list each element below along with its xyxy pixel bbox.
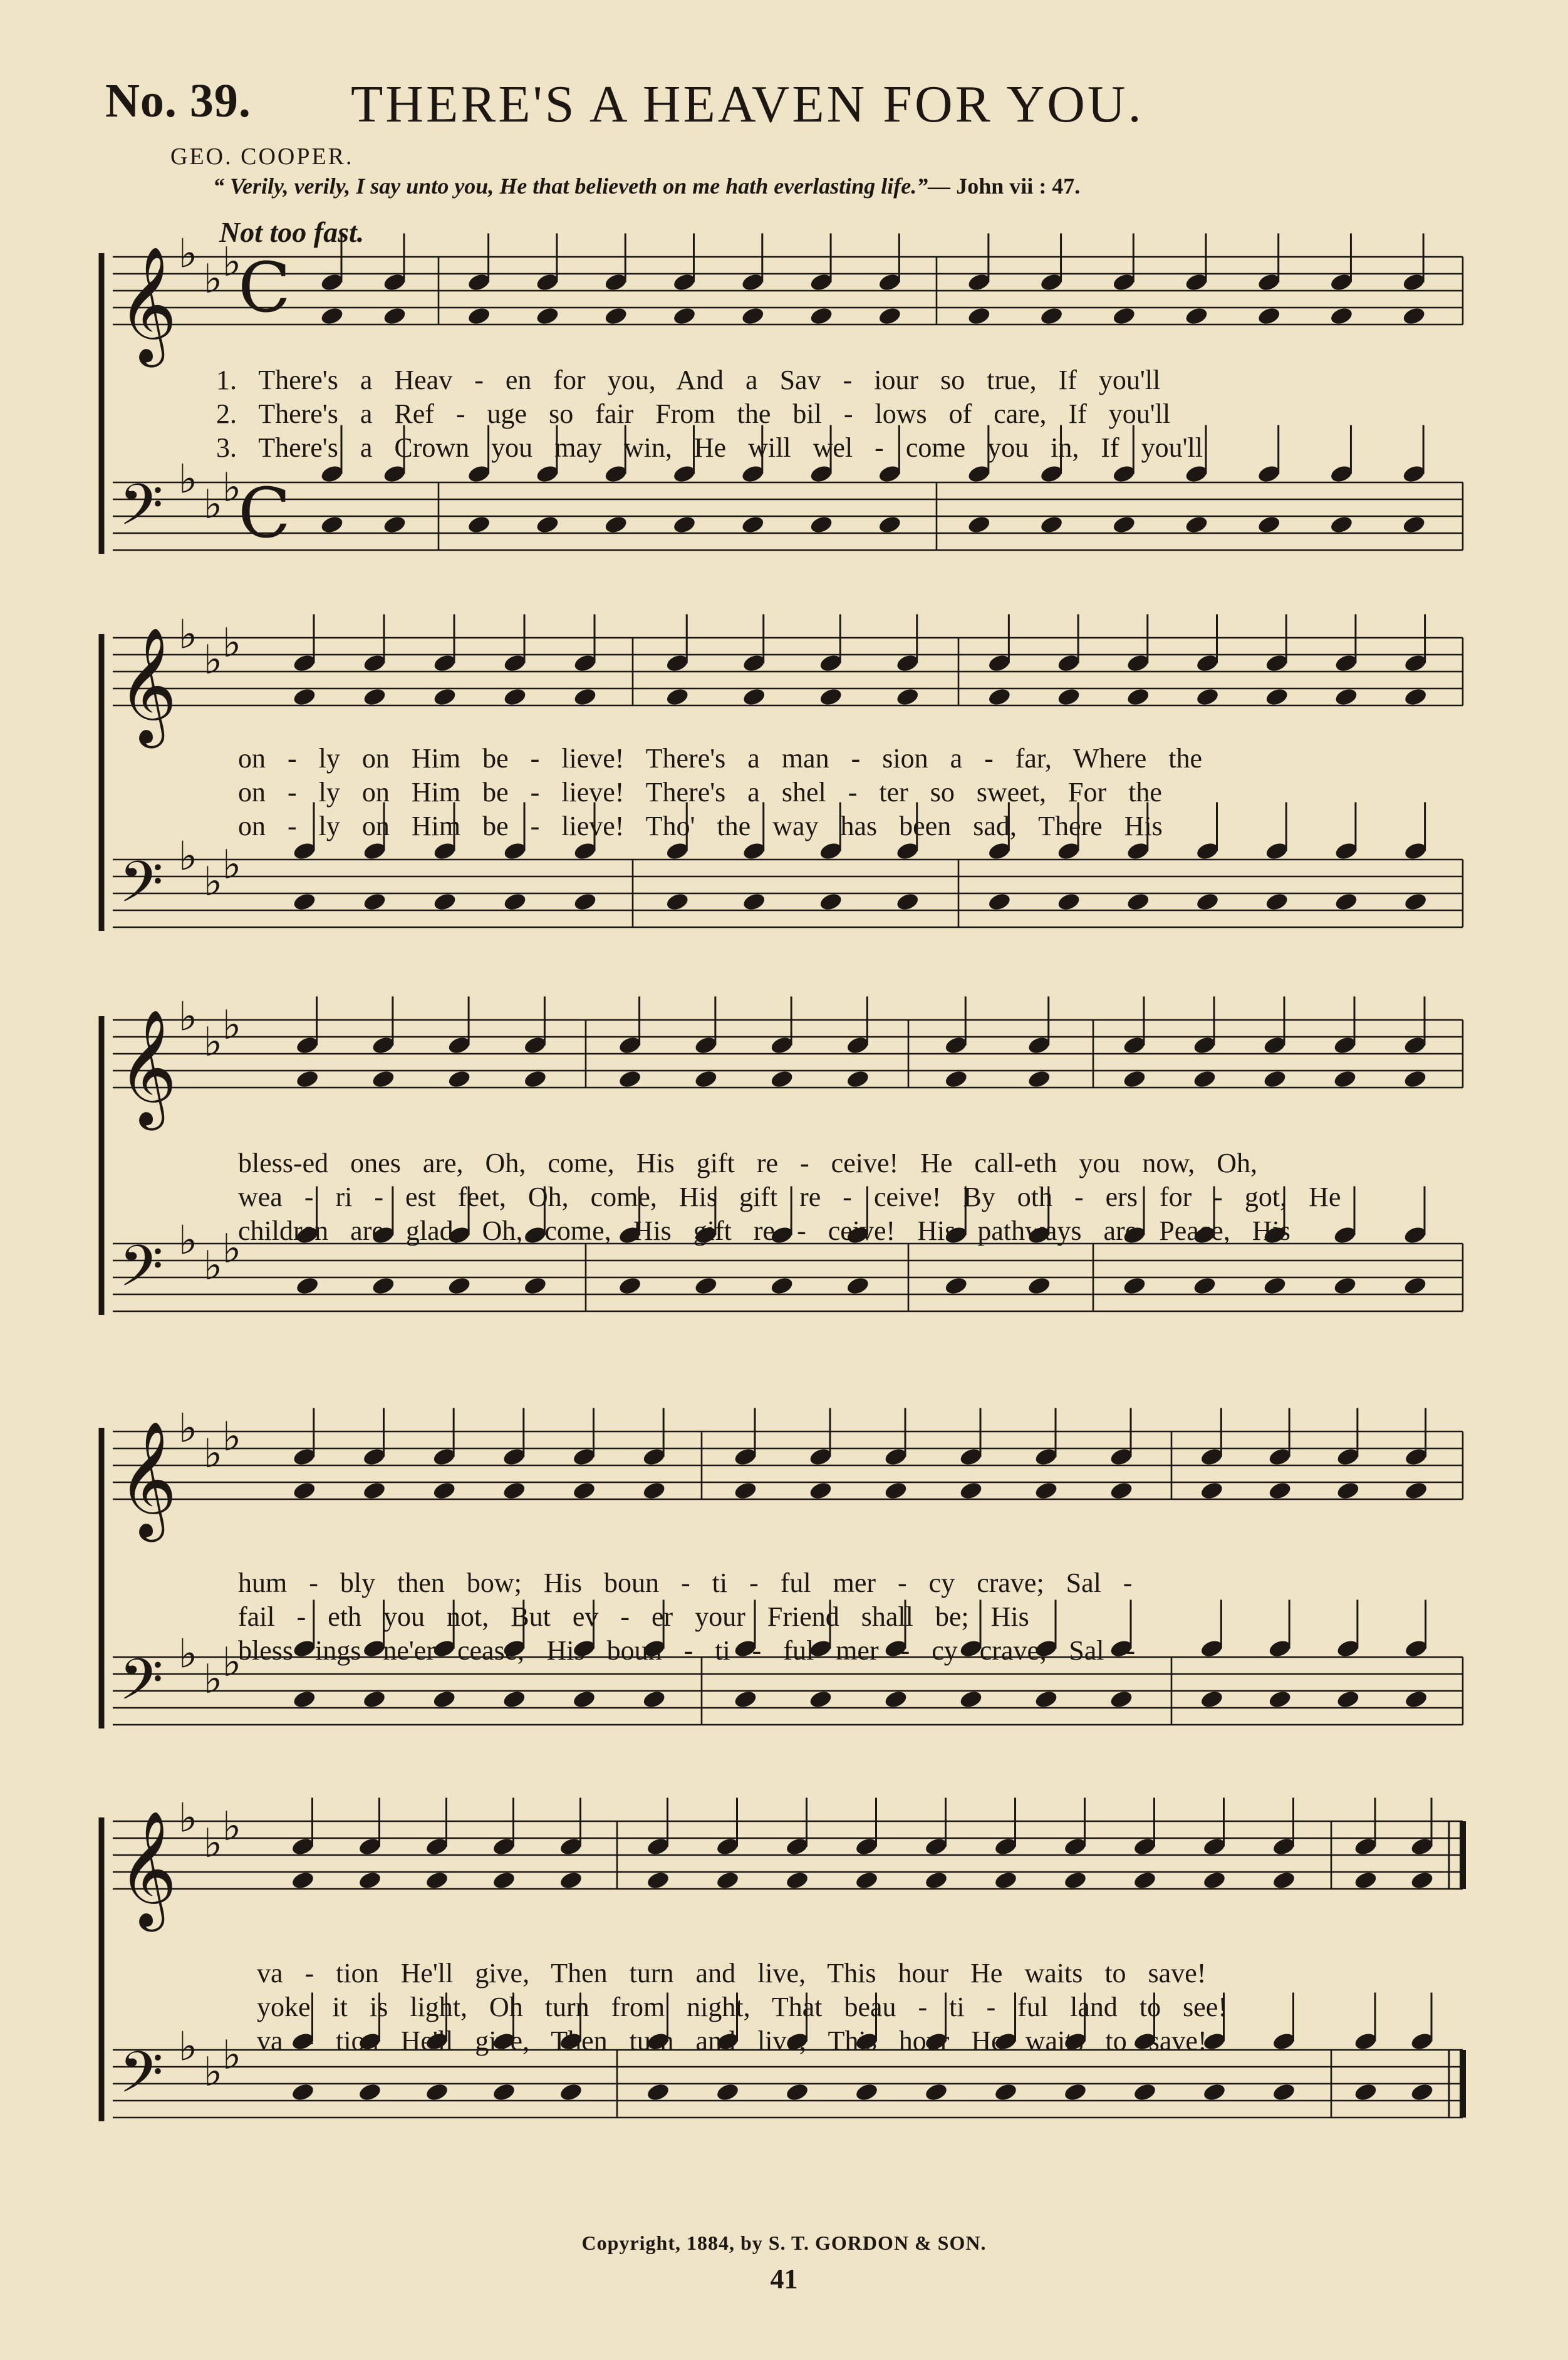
lyric-verse-line: bless ings ne'er cease; His boun - ti - ful mer - cy crave; Sal - <box>238 1635 1136 1666</box>
note-head <box>742 891 767 912</box>
page-number: 41 <box>770 2264 798 2294</box>
note-head <box>943 1069 968 1089</box>
note-head <box>665 891 690 912</box>
note-head <box>432 687 457 707</box>
treble-notes <box>646 1798 1297 1891</box>
note-head <box>572 1689 597 1710</box>
note-head <box>958 1689 984 1710</box>
flat-icon: ♭ <box>179 1795 198 1842</box>
note-head <box>603 306 628 326</box>
note-head <box>425 2082 450 2103</box>
note-head <box>292 1689 317 1710</box>
treble-notes <box>943 997 1051 1090</box>
note-head <box>740 306 766 326</box>
note-head <box>295 1276 320 1296</box>
note-head <box>291 2082 316 2103</box>
lyric-verse-line: hum - bly then bow; His boun - ti - ful mer - cy crave; Sal - <box>238 1567 1133 1598</box>
note-head <box>1039 306 1064 326</box>
note-head <box>1404 1480 1429 1501</box>
note-head <box>994 1870 1019 1891</box>
common-time-icon: C <box>238 247 291 328</box>
flat-icon: ♭ <box>204 1821 223 1867</box>
note-head <box>1404 1689 1429 1710</box>
note-head <box>818 891 843 912</box>
note-head <box>371 1276 396 1296</box>
note-head <box>1034 1480 1059 1501</box>
treble-notes <box>319 234 407 327</box>
flat-icon: ♭ <box>204 637 223 684</box>
note-head <box>1063 2082 1088 2103</box>
note-head <box>646 2082 671 2103</box>
note-head <box>1199 1480 1224 1501</box>
flat-icon: ♭ <box>179 231 198 278</box>
common-time-icon: C <box>238 473 291 553</box>
note-head <box>1195 891 1220 912</box>
note-head <box>994 2082 1019 2103</box>
note-head <box>785 2082 810 2103</box>
note-head <box>740 514 766 535</box>
flat-icon: ♭ <box>204 2049 223 2096</box>
lyric-verse-line: on - ly on Him be - lieve! Tho' the way has been sad, There His <box>238 811 1163 841</box>
note-head <box>292 891 317 912</box>
note-head <box>1109 1689 1134 1710</box>
bass-staff <box>113 860 1463 927</box>
note-head <box>1039 514 1064 535</box>
lyric-verse-line: 2. There's a Ref - uge so fair From the bil - lows of care, If you'll <box>216 398 1171 429</box>
note-head <box>1332 1276 1358 1296</box>
bass-notes <box>1353 1993 1435 2103</box>
note-head <box>967 306 992 326</box>
note-head <box>1133 2082 1158 2103</box>
treble-notes <box>967 234 1426 327</box>
note-head <box>447 1069 472 1089</box>
treble-notes <box>1353 1798 1435 1891</box>
flat-icon: ♭ <box>204 1431 223 1477</box>
note-head <box>492 1870 517 1891</box>
note-head <box>924 2082 949 2103</box>
flat-icon: ♭ <box>222 239 242 286</box>
note-head <box>1056 891 1081 912</box>
note-head <box>618 1069 643 1089</box>
note-head <box>1336 1689 1361 1710</box>
note-head <box>1202 2082 1227 2103</box>
note-head <box>1027 1069 1052 1089</box>
note-head <box>1403 1276 1428 1296</box>
note-head <box>522 1069 548 1089</box>
treble-notes <box>1199 1408 1428 1502</box>
note-head <box>502 1689 527 1710</box>
note-head <box>573 891 598 912</box>
note-head <box>425 1870 450 1891</box>
note-head <box>733 1480 758 1501</box>
flat-icon: ♭ <box>222 842 242 888</box>
note-head <box>559 1870 584 1891</box>
treble-notes <box>665 615 920 708</box>
note-head <box>1401 514 1426 535</box>
lyric-verse-line: on - ly on Him be - lieve! There's a man - sion a - far, Where the <box>238 743 1203 774</box>
note-head <box>1192 1276 1217 1296</box>
note-head <box>1199 1689 1224 1710</box>
bass-clef-icon: 𝄢 <box>119 1646 164 1727</box>
note-head <box>362 1480 387 1501</box>
note-head <box>769 1069 794 1089</box>
treble-staff <box>113 1432 1463 1499</box>
flat-icon: ♭ <box>204 859 223 905</box>
flat-icon: ♭ <box>222 2032 242 2079</box>
lyric-verse-line: 3. There's a Crown you may win, He will wel - come you in, If you'll <box>216 432 1203 463</box>
lyric-verse-line: fail - eth you not, But ev - er your Friend shall be; His <box>238 1601 1029 1632</box>
treble-notes <box>618 997 871 1090</box>
note-head <box>769 1276 794 1296</box>
epigraph-quote: “ Verily, verily, I say unto you, He that believeth on me hath everlasting life.”— <box>213 174 957 199</box>
lyric-verse-line: children are glad, Oh, come, His gift re - ceive! His pathways are Peace, His <box>238 1215 1290 1246</box>
note-head <box>1329 306 1354 326</box>
note-head <box>895 687 920 707</box>
note-head <box>382 306 407 326</box>
treble-clef-icon: 𝄞 <box>118 1809 177 1926</box>
note-head <box>1195 687 1220 707</box>
note-head <box>1126 687 1151 707</box>
flat-icon: ♭ <box>204 256 223 303</box>
lyric-verse-line: bless-ed ones are, Oh, come, His gift re - ceive! He call-eth you now, Oh, <box>238 1148 1258 1178</box>
note-head <box>618 1276 643 1296</box>
note-head <box>319 306 345 326</box>
note-head <box>1262 1069 1287 1089</box>
note-head <box>845 1069 870 1089</box>
note-head <box>292 687 317 707</box>
note-head <box>1272 1870 1297 1891</box>
note-head <box>785 1870 810 1891</box>
note-head <box>665 687 690 707</box>
note-head <box>1063 1870 1088 1891</box>
treble-clef-icon: 𝄞 <box>118 245 177 362</box>
note-head <box>1126 891 1151 912</box>
note-head <box>646 1870 671 1891</box>
note-head <box>883 1689 908 1710</box>
hymn-author: GEO. COOPER. <box>170 143 354 170</box>
note-head <box>693 1276 719 1296</box>
treble-notes <box>467 234 902 327</box>
treble-clef-icon: 𝄞 <box>118 1008 177 1125</box>
note-head <box>502 687 527 707</box>
note-head <box>502 1480 527 1501</box>
flat-icon: ♭ <box>204 482 223 528</box>
note-head <box>987 687 1012 707</box>
note-head <box>958 1480 984 1501</box>
note-head <box>1336 1480 1361 1501</box>
note-head <box>1334 687 1359 707</box>
epigraph-reference: John vii : 47. <box>956 174 1081 199</box>
note-head <box>1122 1069 1147 1089</box>
flat-icon: ♭ <box>179 2024 198 2071</box>
bass-staff <box>113 2050 1463 2118</box>
note-head <box>292 1480 317 1501</box>
note-head <box>895 891 920 912</box>
lyric-verse-line: on - ly on Him be - lieve! There's a shel - ter so sweet, For the <box>238 777 1162 808</box>
bass-staff <box>113 482 1463 550</box>
note-head <box>693 1069 719 1089</box>
note-head <box>1410 1870 1435 1891</box>
note-head <box>362 687 387 707</box>
note-head <box>295 1069 320 1089</box>
flat-icon: ♭ <box>222 1002 242 1049</box>
note-head <box>883 1480 908 1501</box>
note-head <box>715 2082 740 2103</box>
note-head <box>362 1689 387 1710</box>
lyric-verse-line: wea - ri - est feet, Oh, come, His gift re - ceive! By oth - ers for - got, He <box>238 1182 1341 1212</box>
note-head <box>603 514 628 535</box>
note-head <box>1257 514 1282 535</box>
bass-notes <box>1199 1600 1428 1710</box>
note-head <box>1272 2082 1297 2103</box>
lyric-verse-line: va - tion He'll give, Then turn and live, This hour He waits to save! <box>257 1958 1207 1988</box>
tempo-marking: Not too fast. <box>219 216 365 248</box>
note-head <box>854 1870 880 1891</box>
bass-clef-icon: 𝄢 <box>119 849 164 929</box>
note-head <box>1184 514 1209 535</box>
note-head <box>1111 514 1136 535</box>
note-head <box>1267 1689 1292 1710</box>
bass-staff <box>113 1244 1463 1311</box>
note-head <box>877 514 902 535</box>
note-head <box>382 514 407 535</box>
hymn-number: No. 39. <box>105 75 251 127</box>
treble-notes <box>291 1798 584 1891</box>
note-head <box>1056 687 1081 707</box>
note-head <box>808 1480 833 1501</box>
note-head <box>447 1276 472 1296</box>
flat-icon: ♭ <box>204 1019 223 1066</box>
flat-icon: ♭ <box>204 1656 223 1703</box>
hymn-title: THERE'S A HEAVEN FOR YOU. <box>351 75 1144 133</box>
note-head <box>1403 687 1428 707</box>
note-head <box>987 891 1012 912</box>
flat-icon: ♭ <box>222 1804 242 1850</box>
note-head <box>432 1480 457 1501</box>
treble-clef-icon: 𝄞 <box>118 626 177 743</box>
flat-icon: ♭ <box>179 1217 198 1264</box>
note-head <box>1034 1689 1059 1710</box>
note-head <box>924 1870 949 1891</box>
note-head <box>467 514 492 535</box>
note-head <box>573 687 598 707</box>
note-head <box>733 1689 758 1710</box>
note-head <box>1332 1069 1358 1089</box>
note-head <box>1262 1276 1287 1296</box>
note-head <box>1410 2082 1435 2103</box>
flat-icon: ♭ <box>204 1243 223 1289</box>
note-head <box>559 2082 584 2103</box>
note-head <box>1403 1069 1428 1089</box>
treble-notes <box>987 615 1428 708</box>
note-head <box>291 1870 316 1891</box>
flat-icon: ♭ <box>222 1414 242 1460</box>
note-head <box>1353 1870 1378 1891</box>
note-head <box>572 1480 597 1501</box>
flat-icon: ♭ <box>179 1405 198 1452</box>
flat-icon: ♭ <box>179 994 198 1041</box>
note-head <box>808 1689 833 1710</box>
note-head <box>1109 1480 1134 1501</box>
treble-notes <box>1122 997 1428 1090</box>
note-head <box>432 891 457 912</box>
bass-clef-icon: 𝄢 <box>119 1233 164 1313</box>
lyric-verse-line: 1. There's a Heav - en for you, And a Sav - iour so true, If you'll <box>216 365 1161 395</box>
note-head <box>1027 1276 1052 1296</box>
note-head <box>809 306 834 326</box>
note-head <box>742 687 767 707</box>
note-head <box>1257 306 1282 326</box>
note-head <box>522 1276 548 1296</box>
treble-clef-icon: 𝄞 <box>118 1420 177 1537</box>
flat-icon: ♭ <box>222 620 242 667</box>
treble-notes <box>733 1408 1134 1502</box>
note-head <box>1401 306 1426 326</box>
note-head <box>854 2082 880 2103</box>
lyric-verse-line: yoke it is light, Oh turn from night, That beau - ti - ful land to see! <box>257 1992 1227 2022</box>
note-head <box>1329 514 1354 535</box>
note-head <box>1202 1870 1227 1891</box>
note-head <box>319 514 345 535</box>
note-head <box>535 514 560 535</box>
flat-icon: ♭ <box>179 1631 198 1678</box>
note-head <box>1111 306 1136 326</box>
flat-icon: ♭ <box>222 1640 242 1686</box>
note-head <box>967 514 992 535</box>
treble-notes <box>292 615 598 708</box>
note-head <box>432 1689 457 1710</box>
note-head <box>467 306 492 326</box>
flat-icon: ♭ <box>222 1226 242 1272</box>
note-head <box>818 687 843 707</box>
flat-icon: ♭ <box>179 833 198 880</box>
treble-staff <box>113 1821 1463 1889</box>
note-head <box>358 1870 383 1891</box>
note-head <box>877 306 902 326</box>
note-head <box>371 1069 396 1089</box>
note-head <box>672 514 697 535</box>
bass-clef-icon: 𝄢 <box>119 2039 164 2119</box>
note-head <box>809 514 834 535</box>
note-head <box>1267 1480 1292 1501</box>
note-head <box>943 1276 968 1296</box>
note-head <box>502 891 527 912</box>
note-head <box>535 306 560 326</box>
note-head <box>1334 891 1359 912</box>
treble-notes <box>295 997 548 1090</box>
bass-clef-icon: 𝄢 <box>119 472 164 552</box>
flat-icon: ♭ <box>179 611 198 658</box>
treble-staff <box>113 638 1463 705</box>
note-head <box>715 1870 740 1891</box>
treble-notes <box>292 1408 667 1502</box>
note-head <box>672 306 697 326</box>
note-head <box>358 2082 383 2103</box>
flat-icon: ♭ <box>179 456 198 503</box>
note-head <box>1184 306 1209 326</box>
note-head <box>1353 2082 1378 2103</box>
note-head <box>641 1480 667 1501</box>
note-head <box>641 1689 667 1710</box>
copyright-notice: Copyright, 1884, by S. T. GORDON & SON. <box>581 2232 987 2254</box>
note-head <box>362 891 387 912</box>
note-head <box>492 2082 517 2103</box>
note-head <box>1133 1870 1158 1891</box>
note-head <box>1122 1276 1147 1296</box>
note-head <box>1192 1069 1217 1089</box>
note-head <box>1403 891 1428 912</box>
note-head <box>1264 891 1289 912</box>
note-head <box>845 1276 870 1296</box>
lyric-verse-line: va - tion He'll give, Then turn and live; This hour He waits to save! <box>257 2025 1207 2056</box>
flat-icon: ♭ <box>222 465 242 511</box>
note-head <box>1264 687 1289 707</box>
